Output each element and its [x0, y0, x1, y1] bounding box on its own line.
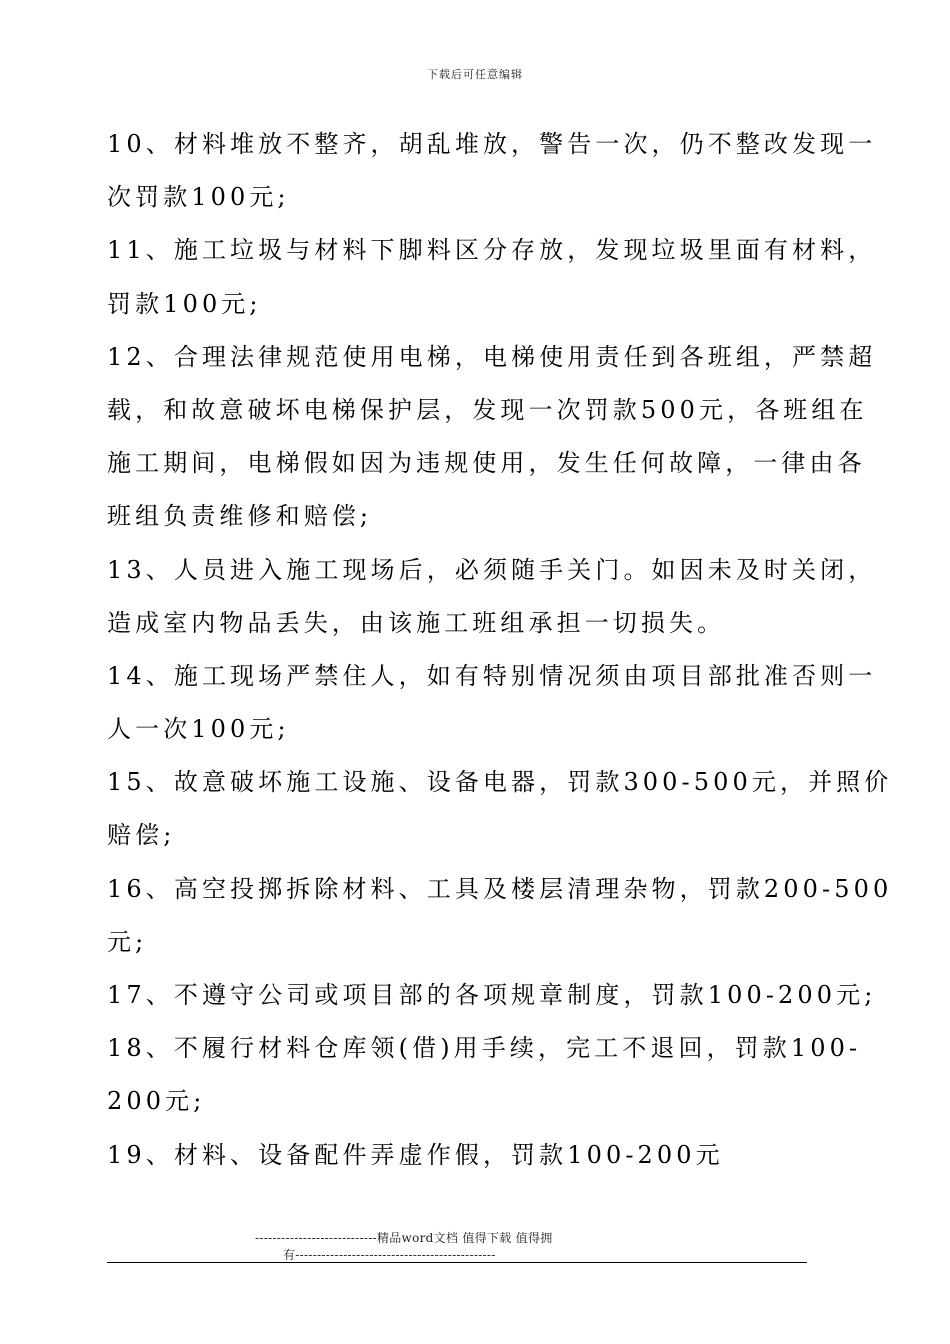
text-line: 施工期间，电梯假如因为违规使用，发生任何故障，一律由各: [107, 449, 866, 478]
text-line: 15、故意破坏施工设施、设备电器，罚款300-500元，并照价: [107, 768, 893, 797]
text-line: 赔偿;: [107, 821, 176, 850]
footer-line-2: 有----------------------------------------------: [283, 1248, 496, 1262]
footer-line-1: ----------------------------精品word文档 值得下载 值得拥: [255, 1231, 553, 1245]
text-line: 200元;: [107, 1087, 206, 1116]
text-line: 16、高空投掷拆除材料、工具及楼层清理杂物，罚款200-500: [107, 874, 893, 903]
text-line: 18、不履行材料仓库领(借)用手续，完工不退回，罚款100-: [107, 1034, 862, 1063]
text-line: 19、材料、设备配件弄虚作假，罚款100-200元: [107, 1140, 724, 1169]
text-line: 17、不遵守公司或项目部的各项规章制度，罚款100-200元;: [107, 981, 877, 1009]
text-line: 人一次100元;: [107, 715, 290, 744]
text-line: 次罚款100元;: [107, 183, 290, 212]
text-line: 造成室内物品丢失，由该施工班组承担一切损失。: [107, 608, 726, 637]
footer-divider: [107, 1262, 807, 1263]
text-line: 元;: [107, 927, 148, 956]
text-line: 13、人员进入施工现场后，必须随手关门。如因未及时关闭，: [107, 555, 877, 584]
text-line: 载，和故意破坏电梯保护层，发现一次罚款500元，各班组在: [107, 395, 868, 424]
text-line: 罚款100元;: [107, 289, 262, 318]
text-line: 11、施工垃圾与材料下脚料区分存放，发现垃圾里面有材料，: [107, 236, 877, 265]
page-header: 下载后可任意编辑: [427, 68, 523, 81]
text-line: 12、合理法律规范使用电梯，电梯使用责任到各班组，严禁超: [107, 342, 877, 371]
text-line: 班组负责维修和赔偿;: [107, 502, 373, 531]
text-line: 10、材料堆放不整齐，胡乱堆放，警告一次，仍不整改发现一: [107, 130, 877, 158]
document-body: [107, 118, 893, 1182]
text-line: 14、施工现场严禁住人，如有特别情况须由项目部批准否则一: [107, 661, 877, 690]
